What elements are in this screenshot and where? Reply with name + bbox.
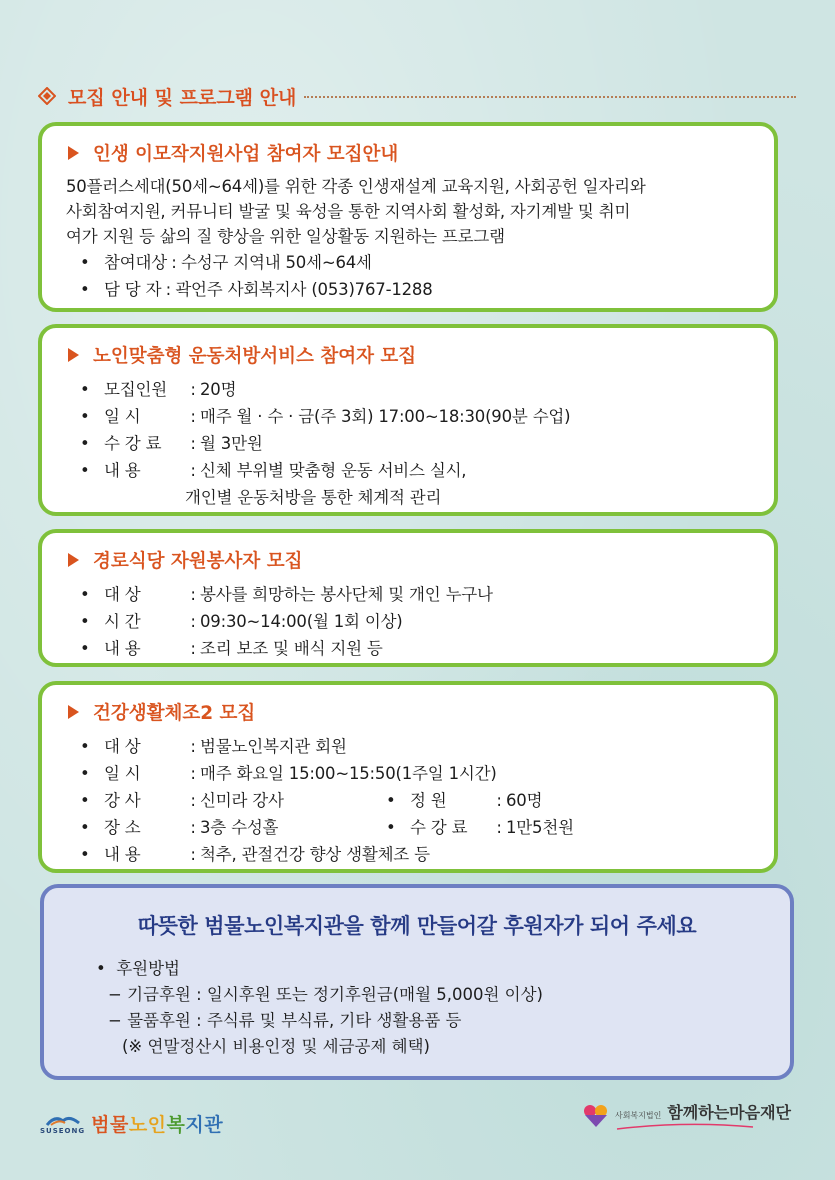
description-line: 50플러스세대(50세~64세)를 위한 각종 인생재설계 교육지원, 사회공헌 일자리와 [66,177,646,196]
info-row: • 내 용 : 신체 부위별 맞춤형 운동 서비스 실시, [66,457,750,484]
info-label: 내 용 [104,845,141,864]
section-title: 모집 안내 및 프로그램 안내 [68,86,297,109]
bullet-dot-icon: • [80,461,90,480]
support-line: − 물품후원 : 주식류 및 부식류, 기타 생활용품 등 [108,1011,462,1030]
info-label: 장 소 [104,818,141,837]
support-method: • 후원방법 [96,959,180,978]
card-exercise-program [38,324,778,516]
bullet-dot-icon: • [80,612,90,631]
info-label: 정 원 [410,791,447,810]
info-label: 내 용 [104,461,141,480]
bullet-dot-icon: • [80,639,90,658]
info-row: • 담 당 자 : 곽언주 사회복지사 (053)767-1288 [66,276,750,303]
bullet-dot-icon: • [80,737,90,756]
bullet-dot-icon: • [386,791,396,810]
info-row: • 일 시 : 매주 월 · 수 · 금(주 3회) 17:00~18:30(90분 수업) [66,403,750,430]
description-line: 여가 지원 등 삶의 질 향상을 위한 일상활동 지원하는 프로그램 [66,227,505,246]
info-value: 봉사를 희망하는 봉사단체 및 개인 누구나 [200,585,493,604]
info-row-double: • 장 소 : 3층 수성홀 • 수 강 료 : 1만5천원 [66,814,750,841]
foundation-name: 함께하는마음재단 [667,1103,791,1122]
support-box [40,884,794,1080]
info-label: 강 사 [104,791,141,810]
bullet-dot-icon: • [80,380,90,399]
info-label: 대 상 [104,737,141,756]
info-value: 곽언주 사회복지사 (053)767-1288 [175,280,433,299]
card-title: 인생 이모작지원사업 참여자 모집안내 [66,140,750,166]
info-value: 60명 [506,791,543,810]
support-title: 따뜻한 범물노인복지관을 함께 만들어갈 후원자가 되어 주세요 [137,914,697,938]
bullet-dot-icon: • [386,818,396,837]
info-row: • 수 강 료 : 월 3만원 [66,430,750,457]
bullet-dot-icon: • [80,434,90,453]
bullet-dot-icon: • [80,818,90,837]
bullet-dot-icon: • [80,791,90,810]
triangle-bullet-icon [68,705,79,719]
suseong-text: SUSEONG [40,1126,86,1135]
info-value: 신미라 강사 [200,791,284,810]
heart-logo-icon [581,1103,611,1129]
info-label: 일 시 [104,407,141,426]
maum-foundation-logo [581,1100,791,1131]
info-label: 모집인원 [104,380,167,399]
bullet-dot-icon: • [80,764,90,783]
info-value: 신체 부위별 맞춤형 운동 서비스 실시, [200,461,467,480]
info-value: 1만5천원 [506,818,574,837]
info-value: 척추, 관절건강 향상 생활체조 등 [200,845,430,864]
card-title: 건강생활체조2 모집 [66,699,750,725]
info-row: • 대 상 : 범물노인복지관 회원 [66,733,750,760]
info-row: • 모집인원 : 20명 [66,376,750,403]
info-row: • 내 용 : 조리 보조 및 배식 지원 등 [66,635,750,662]
info-label: 일 시 [104,764,141,783]
beommul-logo [40,1110,223,1137]
info-row: • 시 간 : 09:30~14:00(월 1회 이상) [66,608,750,635]
triangle-bullet-icon [68,146,79,160]
diamond-icon [38,87,56,105]
info-value: 조리 보조 및 배식 지원 등 [200,639,383,658]
info-label: 내 용 [104,639,141,658]
info-row: • 대 상 : 봉사를 희망하는 봉사단체 및 개인 누구나 [66,581,750,608]
info-value: 월 3만원 [200,434,263,453]
info-row: • 내 용 : 척추, 관절건강 향상 생활체조 등 [66,841,750,868]
support-line: − 기금후원 : 일시후원 또는 정기후원금(매월 5,000원 이상) [108,985,543,1004]
bullet-dot-icon: • [80,280,90,299]
bullet-dot-icon: • [80,407,90,426]
triangle-bullet-icon [68,348,79,362]
info-value: 09:30~14:00(월 1회 이상) [200,612,403,631]
info-label: 참여대상 [104,253,167,272]
info-value: 매주 화요일 15:00~15:50(1주일 1시간) [200,764,497,783]
foundation-prefix: 사회복지법인 [614,1111,662,1120]
info-row: • 일 시 : 매주 화요일 15:00~15:50(1주일 1시간) [66,760,750,787]
info-continuation: 개인별 운동처방을 통한 체계적 관리 [185,488,442,507]
section-header [38,82,796,110]
support-note: (※ 연말정산시 비용인정 및 세금공제 혜택) [122,1037,430,1056]
bullet-dot-icon: • [80,253,90,272]
swoosh-icon [615,1123,755,1131]
bullet-dot-icon: • [80,585,90,604]
dotted-divider [304,96,796,98]
card-exercise-class [38,681,778,873]
suseong-mark [40,1113,85,1135]
info-value: 20명 [200,380,237,399]
info-label: 시 간 [104,612,141,631]
info-label: 수 강 료 [410,818,468,837]
card-title: 경로식당 자원봉사자 모집 [66,547,750,573]
info-row-double: • 강 사 : 신미라 강사 • 정 원 : 60명 [66,787,750,814]
info-label: 수 강 료 [104,434,162,453]
card-life-program [38,122,778,312]
card-volunteer-program [38,529,778,667]
card-title: 노인맞춤형 운동처방서비스 참여자 모집 [66,342,750,368]
info-value: 매주 월 · 수 · 금(주 3회) 17:00~18:30(90분 수업) [200,407,571,426]
info-label: 담 당 자 [104,280,162,299]
mountain-logo-icon [45,1113,81,1127]
info-value: 3층 수성홀 [200,818,279,837]
description-line: 사회참여지원, 커뮤니티 발굴 및 육성을 통한 지역사회 활성화, 자기계발 및 취미 [66,202,631,221]
bullet-dot-icon: • [96,959,117,978]
triangle-bullet-icon [68,553,79,567]
center-name: 범물노인복지관 [91,1114,224,1136]
info-label: 대 상 [104,585,141,604]
info-row: • 참여대상 : 수성구 지역내 50세~64세 [66,249,750,276]
info-value: 범물노인복지관 회원 [200,737,347,756]
bullet-dot-icon: • [80,845,90,864]
info-value: 수성구 지역내 50세~64세 [180,253,372,272]
